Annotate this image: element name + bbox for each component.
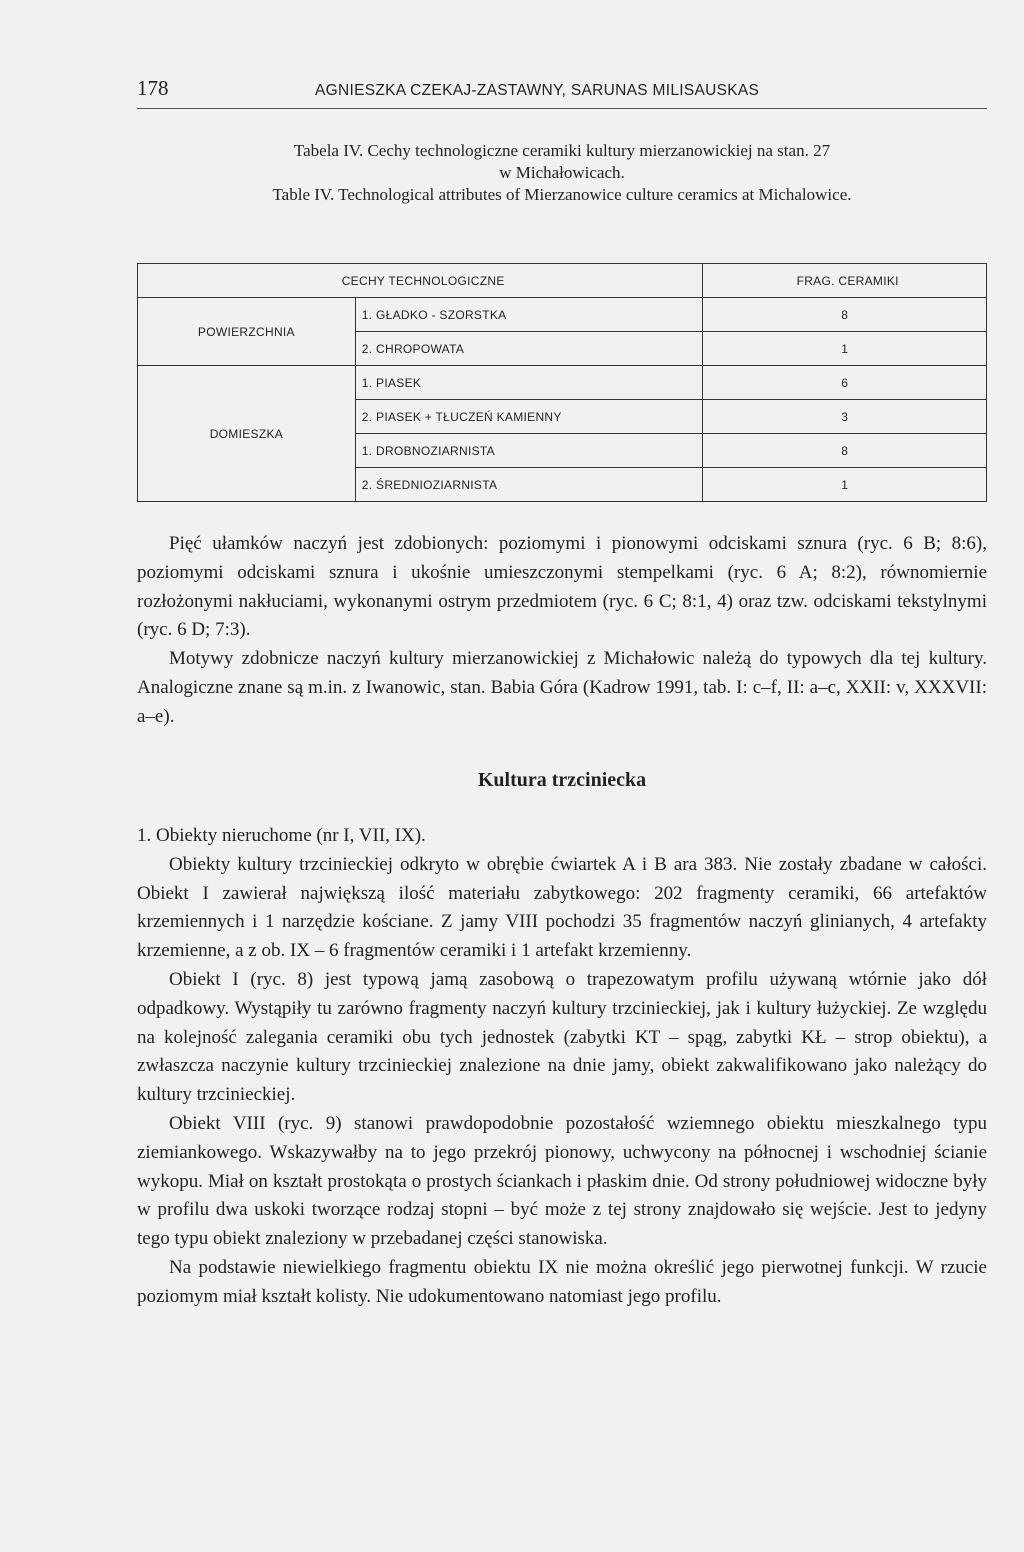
row-label: 1. PIASEK	[355, 366, 703, 400]
row-label: 1. GŁADKO - SZORSTKA	[355, 298, 703, 332]
section-title: Kultura trzciniecka	[477, 769, 647, 791]
caption-polish-line-1: Tabela IV. Cechy technologiczne ceramiki kultury mierzanowickiej na stan. 27	[293, 141, 831, 160]
caption-polish-line-2: w Michałowicach.	[499, 163, 625, 182]
paragraph: Obiekt I (ryc. 8) jest typową jamą zasobową o trapezowatym profilu używaną wtórnie jako dół odpadkowy. Wystąpiły tu zarówno fragmenty naczyń kultury trzcinieckiej, jak i kultury łużyckiej. Ze względu na kolejność zalegania ceramiki obu tych jednostek (zabytki KT – spąg, zabytki KŁ – strop obiektu), a zwłaszcza naczynie kultury trzcinieckiej znalezione na dnie jamy, obiekt zakwalifikowano jako należący do kultury trzcinieckiej.	[137, 968, 987, 1106]
table-caption	[137, 140, 987, 206]
row-value: 8	[703, 434, 987, 468]
body-text-top	[137, 530, 987, 732]
table-row	[138, 366, 987, 400]
row-value: 1	[703, 468, 987, 502]
page-number: 178	[137, 76, 169, 100]
row-label: 2. PIASEK + TŁUCZEŃ KAMIENNY	[355, 400, 703, 434]
body-text-bottom	[137, 822, 987, 1312]
row-label: 1. DROBNOZIARNISTA	[355, 434, 703, 468]
row-label: 2. CHROPOWATA	[355, 332, 703, 366]
row-value: 8	[703, 298, 987, 332]
paragraph: 1. Obiekty nieruchome (nr I, VII, IX).	[137, 825, 426, 846]
paragraph: Obiekty kultury trzcinieckiej odkryto w obrębie ćwiartek A i B ara 383. Nie zostały zbadane w całości. Obiekt I zawierał największą ilość materiału zabytkowego: 202 fragmenty ceramiki, 66 artefaktów krzemiennych i 1 narzędzie kościane. Z jamy VIII pochodzi 35 fragmentów naczyń glinianych, 4 artefakty krzemienne, a z ob. IX – 6 fragmentów ceramiki i 1 artefakt krzemienny.	[137, 853, 987, 962]
row-value: 3	[703, 400, 987, 434]
technology-table	[137, 263, 987, 502]
paragraph: Obiekt VIII (ryc. 9) stanowi prawdopodobnie pozostałość wziemnego obiektu mieszkalnego typu ziemiankowego. Wskazywałby na to jego przekrój pionowy, uchwycony na północnej i wschodniej ścianie wykopu. Miał on kształt prostokąta o prostych ściankach i płaskim dnie. Od strony południowej widoczne były w profilu dwa uskoki tworzące rodzaj stopni – być może z tej strony znajdowało się wejście. Jest to jedyny tego typu obiekt znaleziony w przebadanej części stanowiska.	[137, 1112, 987, 1250]
paragraph: Motywy zdobnicze naczyń kultury mierzanowickiej z Michałowic należą do typowych dla tej kultury. Analogiczne znane są m.in. z Iwanowic, stan. Babia Góra (Kadrow 1991, tab. I: c–f, II: a–c, XXII: v, XXXVII: a–e).	[137, 648, 987, 727]
paragraph: Pięć ułamków naczyń jest zdobionych: poziomymi i pionowymi odciskami sznura (ryc. 6 B; 8:6), poziomymi odciskami sznura i ukośnie umieszczonymi stempelkami (ryc. 6 A; 8:2), równomiernie rozłożonymi nakłuciami, wykonanymi ostrym przedmiotem (ryc. 6 C; 8:1, 4) oraz tzw. odciskami tekstylnymi (ryc. 6 D; 7:3).	[137, 533, 987, 641]
running-head: AGNIESZKA CZEKAJ-ZASTAWNY, SARUNAS MILISAUSKAS	[315, 82, 760, 99]
table-row	[138, 298, 987, 332]
row-label: 2. ŚREDNIOZIARNISTA	[355, 468, 703, 502]
header-attributes: CECHY TECHNOLOGICZNE	[138, 264, 703, 298]
row-value: 1	[703, 332, 987, 366]
page-header	[137, 72, 987, 109]
paragraph: Na podstawie niewielkiego fragmentu obiektu IX nie można określić jego pierwotnej funkcji. W rzucie poziomym miał kształt kolisty. Nie udokumentowano natomiast jego profilu.	[137, 1256, 987, 1307]
group-name: POWIERZCHNIA	[138, 298, 356, 366]
header-count: FRAG. CERAMIKI	[703, 264, 987, 298]
table-header-row	[138, 264, 987, 298]
caption-english: Table IV. Technological attributes of Mierzanowice culture ceramics at Michalowice.	[272, 185, 852, 204]
row-value: 6	[703, 366, 987, 400]
group-name: DOMIESZKA	[138, 366, 356, 502]
